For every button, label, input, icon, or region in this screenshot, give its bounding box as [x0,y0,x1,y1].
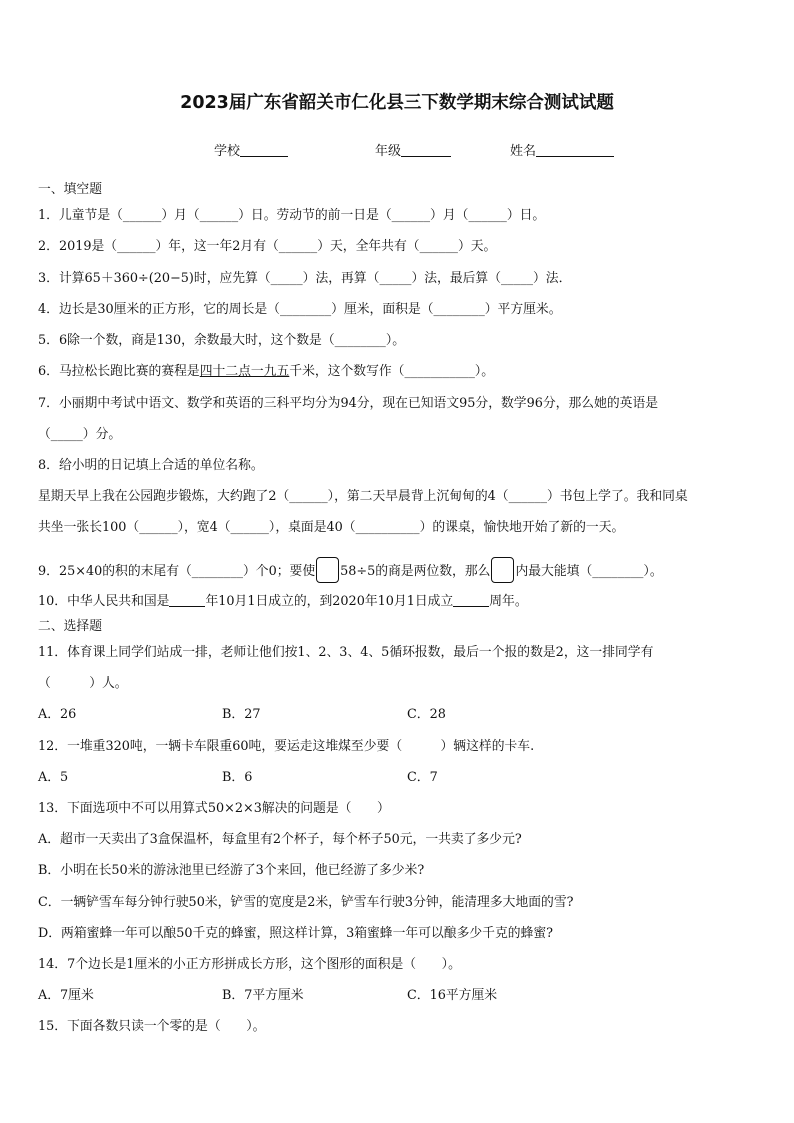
school-field[interactable] [214,140,288,159]
question-14-option-b[interactable]: B．7平方厘米 [222,988,304,1003]
question-7-line-2: （_____）分。 [38,427,122,442]
question-1: 1．儿童节是（______）月（______）日。劳动节的前一日是（______）月（______）日。 [38,208,546,223]
school-label: 学校 [214,144,241,159]
question-14-option-a[interactable]: A．7厘米 [38,988,94,1003]
question-12-option-c[interactable]: C．7 [407,770,438,785]
question-11-option-a[interactable]: A．26 [38,707,77,722]
question-11-option-c[interactable]: C．28 [407,707,446,722]
question-10-blank-2[interactable] [453,593,489,607]
question-3: 3．计算65＋360÷(20−5)时，应先算（_____）法，再算（_____）法，最后算（_____）法． [38,271,572,286]
question-5: 5．6除一个数，商是130，余数最大时，这个数是（________）。 [38,333,406,348]
question-12-option-b[interactable]: B．6 [222,770,253,785]
question-11-line-2: （ ）人。 [38,676,128,691]
question-10-text-b: 年10月1日成立的，到2020年10月1日成立 [205,594,454,609]
grade-blank[interactable] [401,142,451,157]
question-12: 12．一堆重320吨，一辆卡车限重60吨，要运走这堆煤至少要（ ）辆这样的卡车. [38,739,535,754]
question-13-option-d[interactable]: D．两箱蜜蜂一年可以酿50千克的蜂蜜，照这样计算，3箱蜜蜂一年可以酿多少千克的蜂蜜? [38,926,554,941]
question-12-option-a[interactable]: A．5 [38,770,69,785]
question-13-option-c[interactable]: C．一辆铲雪车每分钟行驶50米，铲雪的宽度是2米，铲雪车行驶3分钟，能清理多大地面的雪? [38,895,574,910]
name-field[interactable] [510,140,614,159]
question-9 [38,557,663,583]
question-6 [38,364,494,380]
section-heading-fill: 一、填空题 [38,182,102,197]
question-13-option-a[interactable]: A．超市一天卖出了3盒保温杯，每盒里有2个杯子，每个杯子50元，一共卖了多少元? [38,832,522,847]
question-6-underlined: 四十二点一九五 [199,364,290,379]
question-14-option-c[interactable]: C．16平方厘米 [407,988,498,1003]
section-heading-choice: 二、选择题 [38,619,102,634]
grade-field[interactable] [375,140,451,159]
question-9-text-b: 58÷5的商是两位数，那么 [340,564,491,579]
question-8-line-2: 共坐一张长100（______），宽4（______），桌面是40（__________）的课桌，愉快地开始了新的一天。 [38,520,625,535]
question-7-line-1: 7．小丽期中考试中语文、数学和英语的三科平均分为94分，现在已知语文95分，数学96分，那么她的英语是 [38,396,659,411]
question-9-text-a: 9．25×40的积的末尾有（________）个0；要使 [38,564,316,579]
question-6-text-b: 千米，这个数写作（___________）。 [289,364,495,379]
name-blank[interactable] [536,142,614,157]
question-10-text-a: 10．中华人民共和国是 [38,594,170,609]
question-13: 13．下面选项中不可以用算式50×2×3解决的问题是（ ） [38,801,390,816]
page-title: 2023届广东省韶关市仁化县三下数学期末综合测试试题 [180,93,614,113]
question-10-blank-1[interactable] [169,593,205,607]
answer-box-2[interactable] [491,557,514,583]
question-14: 14．7个边长是1厘米的小正方形拼成长方形，这个图形的面积是（ ）。 [38,957,461,972]
question-9-text-c: 内最大能填（________）。 [515,564,663,579]
question-6-text-a: 6．马拉松长跑比赛的赛程是 [38,364,200,379]
question-11-option-b[interactable]: B．27 [222,707,261,722]
question-8-prompt: 8．给小明的日记填上合适的单位名称。 [38,458,264,473]
question-10-text-c: 周年。 [489,594,528,609]
name-label: 姓名 [510,144,537,159]
question-11-line-1: 11．体育课上同学们站成一排，老师让他们按1、2、3、4、5循环报数，最后一个报的数是2，这一排同学有 [38,645,654,660]
school-blank[interactable] [240,142,288,157]
grade-label: 年级 [375,144,402,159]
question-15: 15．下面各数只读一个零的是（ ）。 [38,1019,266,1034]
question-10 [38,593,528,610]
question-13-option-b[interactable]: B．小明在长50米的游泳池里已经游了3个来回，他已经游了多少米? [38,863,425,878]
question-8-line-1: 星期天早上我在公园跑步锻炼，大约跑了2（______），第二天早晨背上沉甸甸的4（______）书包上学了。我和同桌 [38,489,688,504]
question-2: 2．2019是（______）年，这一年2月有（______）天，全年共有（______）天。 [38,239,497,254]
answer-box-1[interactable] [316,557,339,583]
question-4: 4．边长是30厘米的正方形，它的周长是（________）厘米，面积是（________）平方厘米。 [38,302,562,317]
